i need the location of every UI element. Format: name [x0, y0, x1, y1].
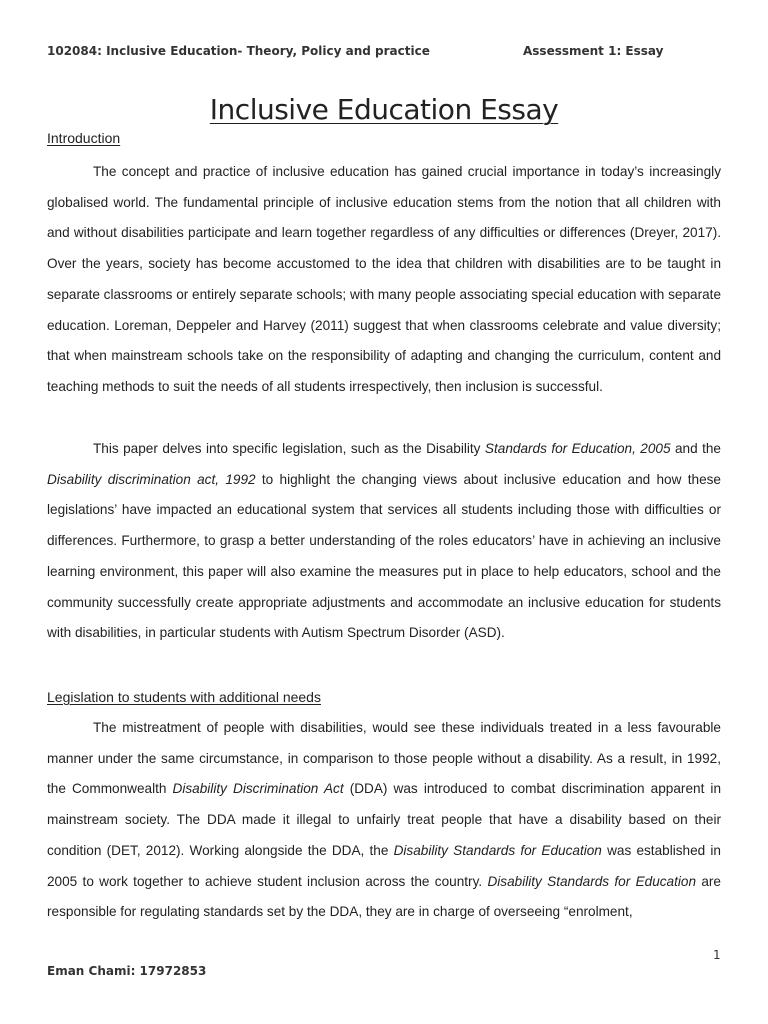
text-run: to highlight the changing views about inclusive education and how these legislations’ have impacted an educational system that services all students including those with difficulties or differences. Furthermore, to grasp a better understanding of the roles educators’ have in achieving an inclusive learning environment, this paper will also examine the measures put in place to help educators, school and the community successfully create appropriate adjustments and accommodate an inclusive education for students with disabilities, in particular students with Autism Spectrum Disorder (ASD).: [47, 471, 721, 641]
text-run: The concept and practice of inclusive education has gained crucial importance in today’s increasingly globalised world. The fundamental principle of inclusive education stems from the notion that all children with and without disabilities participate and learn together regardless of any difficulties or differences (Dreyer, 2017). Over the years, society has become accustomed to the idea that children with disabilities are to be taught in separate classrooms or entirely separate schools; with many people associating special education with separate education. Loreman, Deppeler and Harvey (2011) suggest that when classrooms celebrate and value diversity; that when mainstream schools take on the responsibility of adapting and changing the curriculum, content and teaching methods to suit the needs of all students irrespectively, then inclusion is successful.: [47, 164, 722, 394]
text-run: The mistreatment of people with disabilities, would see these individuals treated in a less favourable manner under the same circumstance, in comparison to those people without a disability. As a result, in 1992, the Commonwealth: [47, 720, 721, 797]
page-title: Inclusive Education Essay: [209, 93, 559, 126]
assessment-header: Assessment 1: Essay: [523, 44, 664, 58]
author-footer: Eman Chami: 17972853: [47, 964, 207, 978]
text-run: This paper delves into specific legislation, such as the Disability: [93, 441, 485, 456]
section-heading-legislation: Legislation to students with additional needs: [47, 689, 321, 705]
text-run: (DDA) was introduced to combat discrimination apparent in mainstream society. The DDA made it illegal to unfairly treat people that have a disability based on their condition (DET, 2012). Working alongside the DDA, the: [47, 781, 722, 858]
text-run: and the: [670, 441, 721, 456]
paragraph: [47, 157, 721, 403]
text-run: was established in 2005 to work together to achieve student inclusion across the country.: [47, 842, 721, 889]
italic-text-run: Disability Discrimination Act: [172, 781, 344, 797]
text-run: are responsible for regulating standards set by the DDA, they are in charge of overseeing “enrolment,: [47, 873, 721, 920]
italic-text-run: Disability discrimination act, 1992: [47, 471, 256, 487]
page-number: 1: [713, 948, 721, 962]
paragraph: [47, 434, 721, 649]
paragraph: [47, 713, 721, 928]
italic-text-run: Disability Standards for Education: [393, 842, 602, 858]
italic-text-run: Standards for Education, 2005: [484, 441, 671, 456]
course-header: 102084: Inclusive Education- Theory, Policy and practice: [47, 44, 430, 58]
italic-text-run: Disability Standards for Education: [487, 873, 697, 889]
section-heading-introduction: Introduction: [47, 130, 121, 146]
